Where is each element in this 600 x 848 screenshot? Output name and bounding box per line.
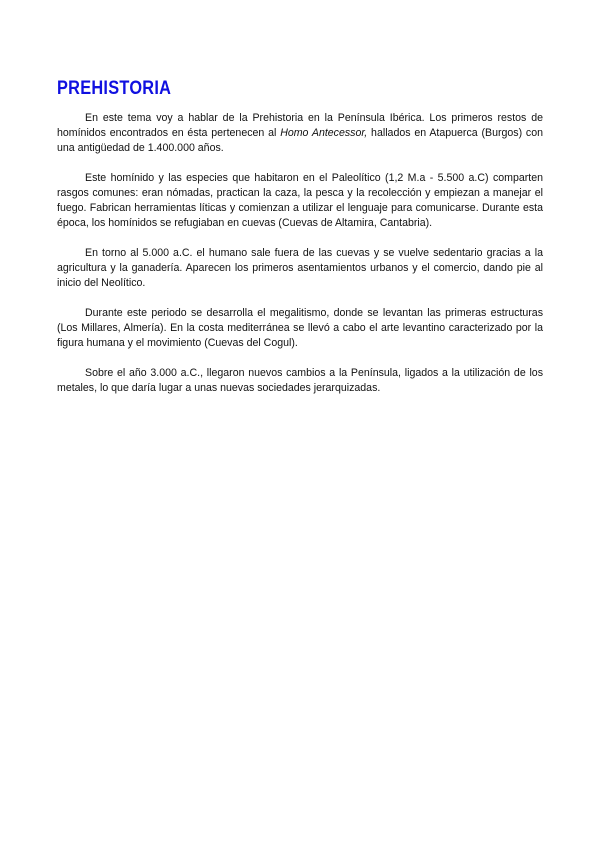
- paragraph-2: Este homínido y las especies que habitaron en el Paleolítico (1,2 M.a - 5.500 a.C) comparten rasgos comunes: eran nómadas, practican la caza, la pesca y la recolección y empiezan a manejar el fuego. Fabrican herramientas líticas y comienzan a utilizar el lenguaje para comunicarse. Durante esta época, los homínidos se refugiaban en cuevas (Cuevas de Altamira, Cantabria).: [57, 172, 543, 229]
- paragraph-1-text-start: En este tema voy a hablar de la Prehistoria en la Península Ibérica. Los primeros restos de homínidos encontrados en ésta pertenecen al: [57, 112, 543, 139]
- page-title: PREHISTORIA: [57, 78, 172, 99]
- paragraph-1: [57, 111, 543, 156]
- paragraph-3: En torno al 5.000 a.C. el humano sale fuera de las cuevas y se vuelve sedentario gracias a la agricultura y la ganadería. Aparecen los primeros asentamientos urbanos y el comercio, dando pie al inicio del Neolítico.: [57, 247, 543, 289]
- paragraph-4: Durante este periodo se desarrolla el megalitismo, donde se levantan las primeras estructuras (Los Millares, Almería). En la costa mediterránea se llevó a cabo el arte levantino caracterizado por la figura humana y el movimiento (Cuevas del Cogul).: [57, 307, 543, 349]
- document-body: [57, 111, 543, 396]
- paragraph-5: Sobre el año 3.000 a.C., llegaron nuevos cambios a la Península, ligados a la utilización de los metales, lo que daría lugar a unas nuevas sociedades jerarquizadas.: [57, 367, 543, 394]
- paragraph-1-text-end: hallados en Atapuerca (Burgos) con una antigüedad de 1.400.000 años.: [57, 127, 543, 154]
- species-name-emphasis: Homo Antecessor,: [280, 127, 368, 139]
